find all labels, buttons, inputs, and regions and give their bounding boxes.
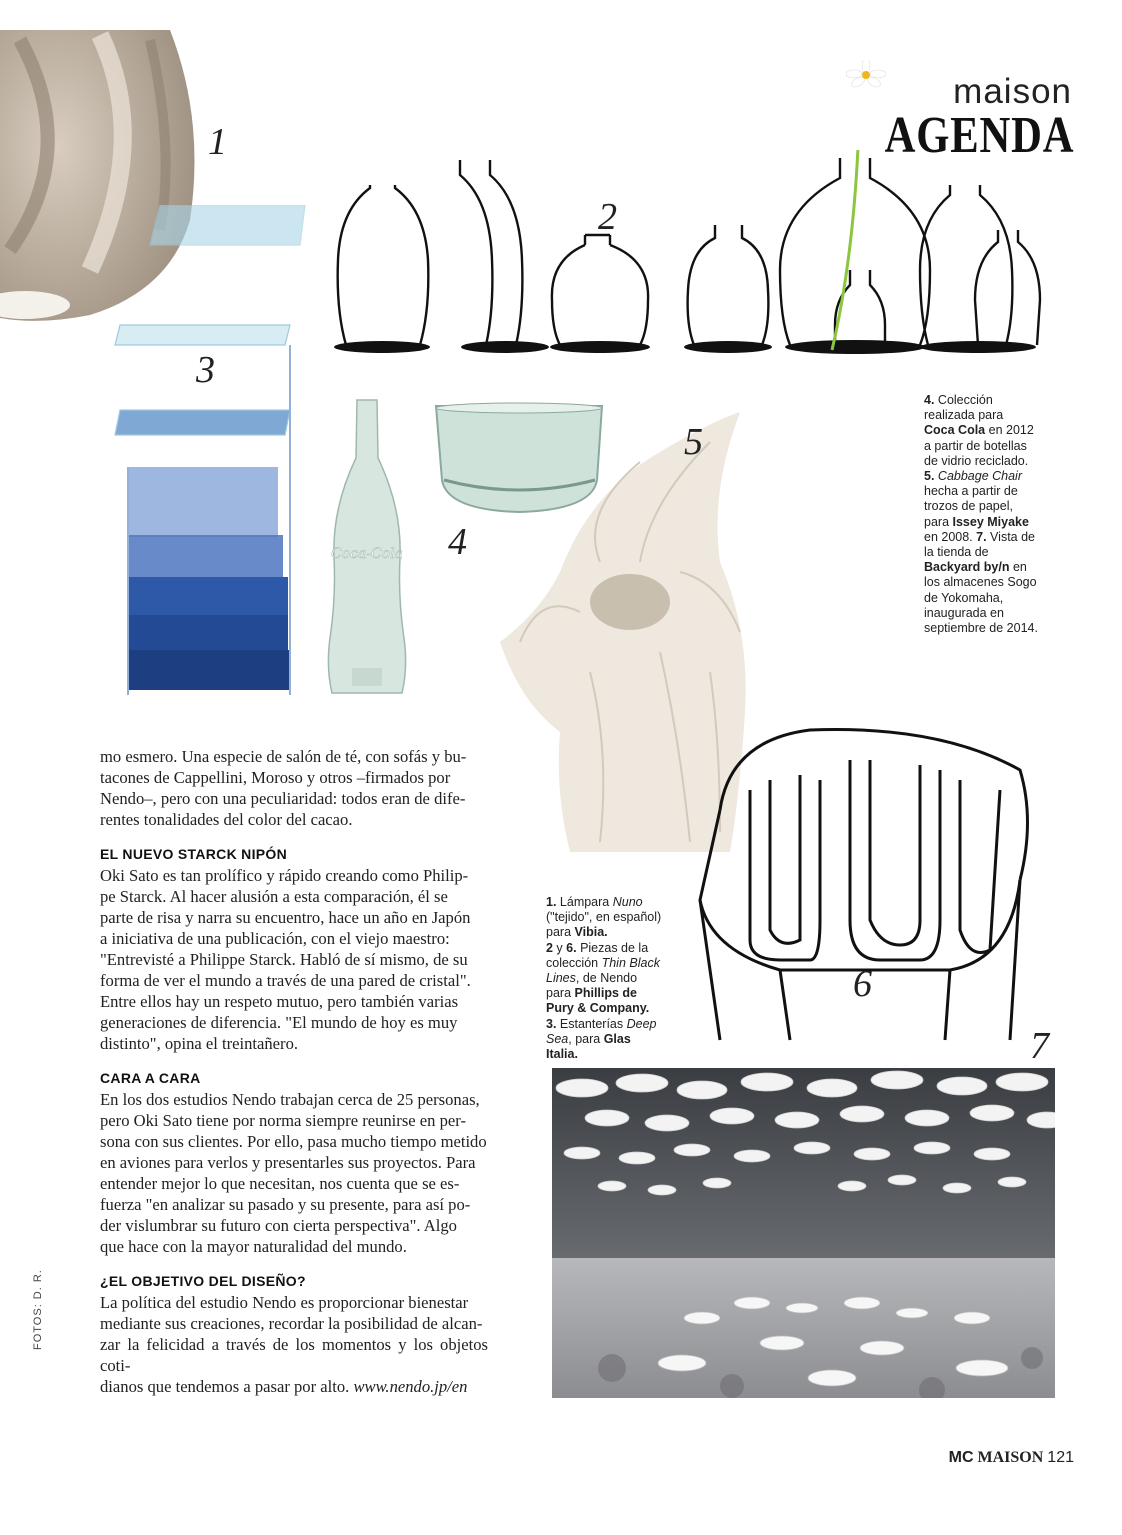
figure-number-3: 3 xyxy=(196,349,215,391)
footer-brand: MC xyxy=(948,1449,974,1466)
page-number: 121 xyxy=(1047,1449,1074,1466)
paragraph-2: Oki Sato es tan prolífico y rápido creando como Philip- pe Starck. Al hacer alusión a esta comparación, él se parte de risa y narra su encuentro, hace un año en Japón a iniciativa de una publicación, con el viejo maestro: "Entrevisté a Philippe Starck. Habló de sí mismo, de su forma de ver el mundo a través de una pared de cristal". Entre ellos hay un respeto mutuo, pero también varias generaciones de diferencia. "El mundo de hoy es muy distinto", opina el treintañero. xyxy=(100,866,471,1053)
photo-credit: FOTOS: D. R. xyxy=(32,1269,44,1350)
masthead-maison: maison xyxy=(953,72,1072,111)
masthead-agenda: AGENDA xyxy=(884,107,1074,164)
paragraph-1: mo esmero. Una especie de salón de té, con sofás y bu- tacones de Cappellini, Moroso y otros –firmados por Nendo–, pero con una peculiaridad: todos eran de dife- rentes tonalidades del color del cacao. xyxy=(100,747,467,829)
caption-right: 4. Colección realizada para Coca Cola en 2012 a partir de botellas de vidrio reciclado. 5. Cabbage Chair hecha a partir de trozos de papel, para Issey Miyake en 2008. 7. Vista de la tienda de Backyard by/n en los almacenes Sogo de Yokomaha, inaugurada en septiembre de 2014. xyxy=(924,393,1038,636)
thin-black-lines-vases-image xyxy=(330,150,1060,365)
paragraph-4: La política del estudio Nendo es proporcionar bienestar mediante sus creaciones, recordar la posibilidad de alcan- zar la felicidad a través de los momentos y los objetos coti- dianos que tendemos a pasar por alto. www.nendo.jp/en xyxy=(100,1293,488,1396)
article-body xyxy=(100,746,488,1397)
figure-number-5: 5 xyxy=(684,421,703,463)
heading-cara-a-cara: CARA A CARA xyxy=(100,1070,201,1086)
coca-cola-bottle-image xyxy=(322,398,412,698)
page-footer xyxy=(949,1449,1074,1467)
bottle-logo: Coca-Cola xyxy=(330,546,404,562)
heading-nuevo-starck: EL NUEVO STARCK NIPÓN xyxy=(100,846,288,862)
footer-name: MAISON xyxy=(977,1449,1044,1466)
heading-objetivo-diseno: ¿EL OBJETIVO DEL DISEÑO? xyxy=(100,1273,306,1289)
paragraph-3: En los dos estudios Nendo trabajan cerca de 25 personas, pero Oki Sato tiene por norma siempre reunirse en per- sona con sus clientes. Por ello, pasa mucho tiempo metido en aviones para verlos y presentarles sus proyectos. Para entender mejor lo que necesitan, nos cuenta que se es- fuerza "en analizar su pasado y su presente, para así po- der vislumbrar su futuro con cierta perspectiva". Algo que hace con la mayor naturalidad del mundo. xyxy=(100,1090,487,1256)
figure-number-4: 4 xyxy=(448,521,467,563)
deep-sea-shelves-image xyxy=(110,205,310,705)
caption-center: 1. Lámpara Nuno ("tejido", en español) para Vibia. 2 y 6. Piezas de la colección Thin Black Lines, de Nendo para Phillips de Pury & Company. 3. Estanterías Deep Sea, para Glas Italia. xyxy=(546,895,662,1062)
figure-number-2: 2 xyxy=(598,196,617,238)
backyard-store-photo xyxy=(552,1068,1055,1398)
figure-number-7: 7 xyxy=(1030,1025,1049,1067)
daisy-flower-image xyxy=(846,60,886,90)
nendo-url-link[interactable]: www.nendo.jp/en xyxy=(353,1377,468,1396)
figure-number-1: 1 xyxy=(208,121,227,163)
figure-number-6: 6 xyxy=(853,963,872,1005)
